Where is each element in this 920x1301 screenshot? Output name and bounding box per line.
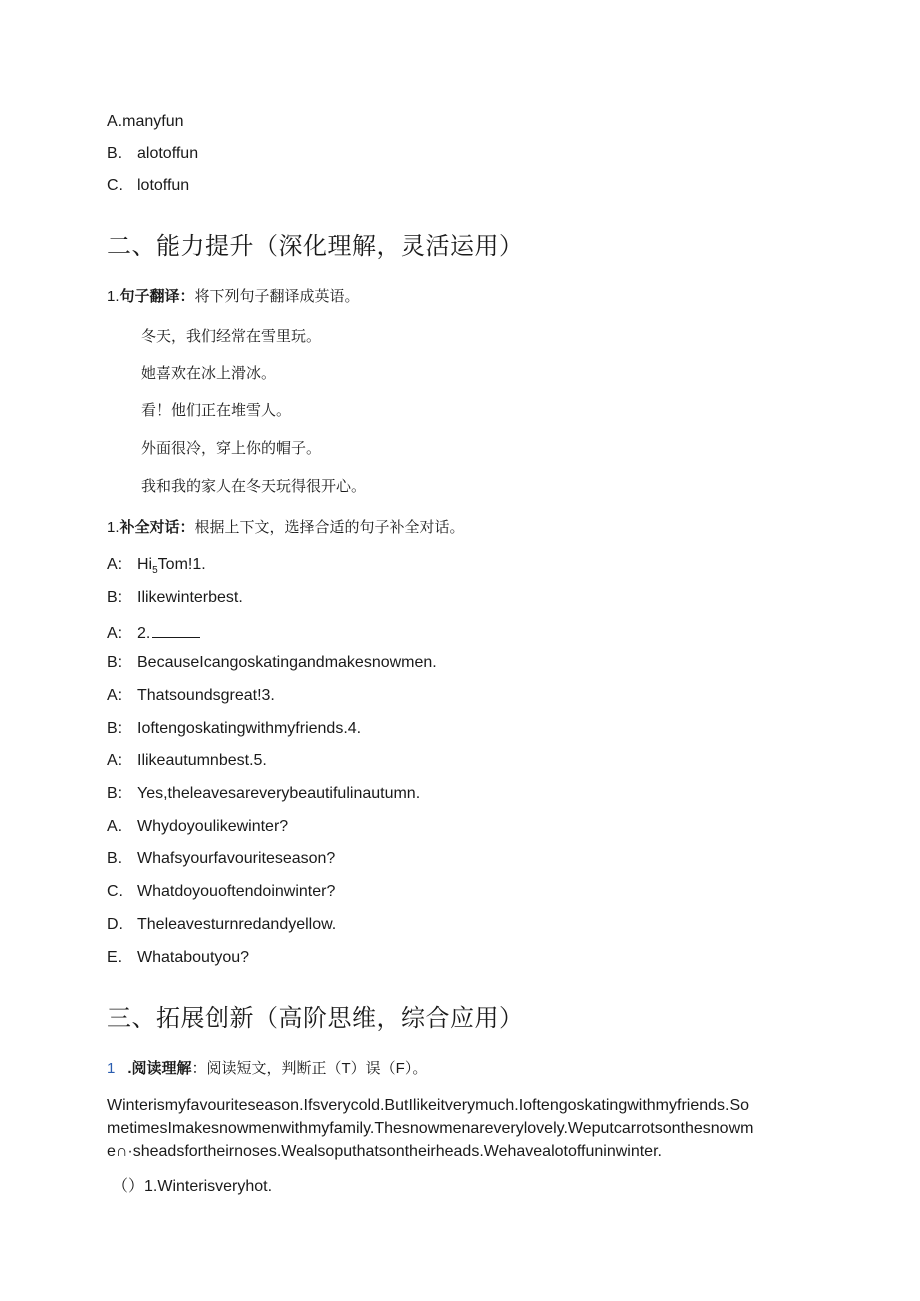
translation-sentence: 外面很冷，穿上你的帽子。 [141,440,322,457]
translation-sentence: 我和我的家人在冬天玩得很开心。 [141,478,367,495]
choice-item: A. Whydoyoulikewinter? [107,818,289,835]
option-a: A.manyfun [107,113,184,130]
option-b: B. alotoffun [107,145,199,162]
section-3-heading: 三、拓展创新（高阶思维，综合应用） [107,1005,524,1032]
translation-sentence: 冬天，我们经常在雪里玩。 [141,328,322,345]
translation-sentence: 她喜欢在冰上滑冰。 [141,365,277,382]
translation-sentence: 看！他们正在堆雪人。 [141,402,292,419]
reading-question: 1 .阅读理解：阅读短文，判断正（T）误（F）。 [107,1060,428,1077]
true-false-item: （）1.Winterisveryhot. [112,1178,273,1195]
reading-passage: Winterismyfavouriteseason.Ifsverycold.ButIlikeitverymuch.Ioftengoskatingwithmyfriends.So metimesImakesnowmenwithmyfamily.Thesnowmenareverylovely.Weputcarrotsonthesnowm e∩·sheadsfortheirnoses.Wealsoputhatsontheirheads.Wehavealotoffuninwinter. [107,1097,754,1160]
dialogue-line: A: $Hi_5Tom!1$. [107,556,206,577]
answer-blank[interactable] [152,621,200,638]
choice-item: E. Whataboutyou? [107,949,250,966]
dialogue-line: B: Ilikewinterbest. [107,589,243,606]
dialogue-line: B: Yes,theleavesareverybeautifulinautumn. [107,785,421,802]
option-c: C. lotoffun [107,177,190,194]
dialogue-line: B: Ioftengoskatingwithmyfriends.4. [107,720,362,737]
translation-question: 1.句子翻译：将下列句子翻译成英语。 [107,288,360,305]
dialogue-line: A: 2. [107,621,200,644]
dialogue-line: A: Ilikeautumnbest.5. [107,752,267,769]
choice-item: B. Whafsyourfavouriteseason? [107,850,336,867]
answer-bracket[interactable]: （） [112,1178,145,1195]
choice-item: D. Theleavesturnredandyellow. [107,916,337,933]
choice-item: C. Whatdoyouoftendoinwinter? [107,883,336,900]
section-2-heading: 二、能力提升（深化理解，灵活运用） [107,233,524,260]
dialogue-line: A: Thatsoundsgreat!3. [107,687,275,704]
dialogue-question: 1.补全对话：根据上下文，选择合适的句子补全对话。 [107,519,465,536]
dialogue-line: B: BecauseIcangoskatingandmakesnowmen. [107,654,437,671]
